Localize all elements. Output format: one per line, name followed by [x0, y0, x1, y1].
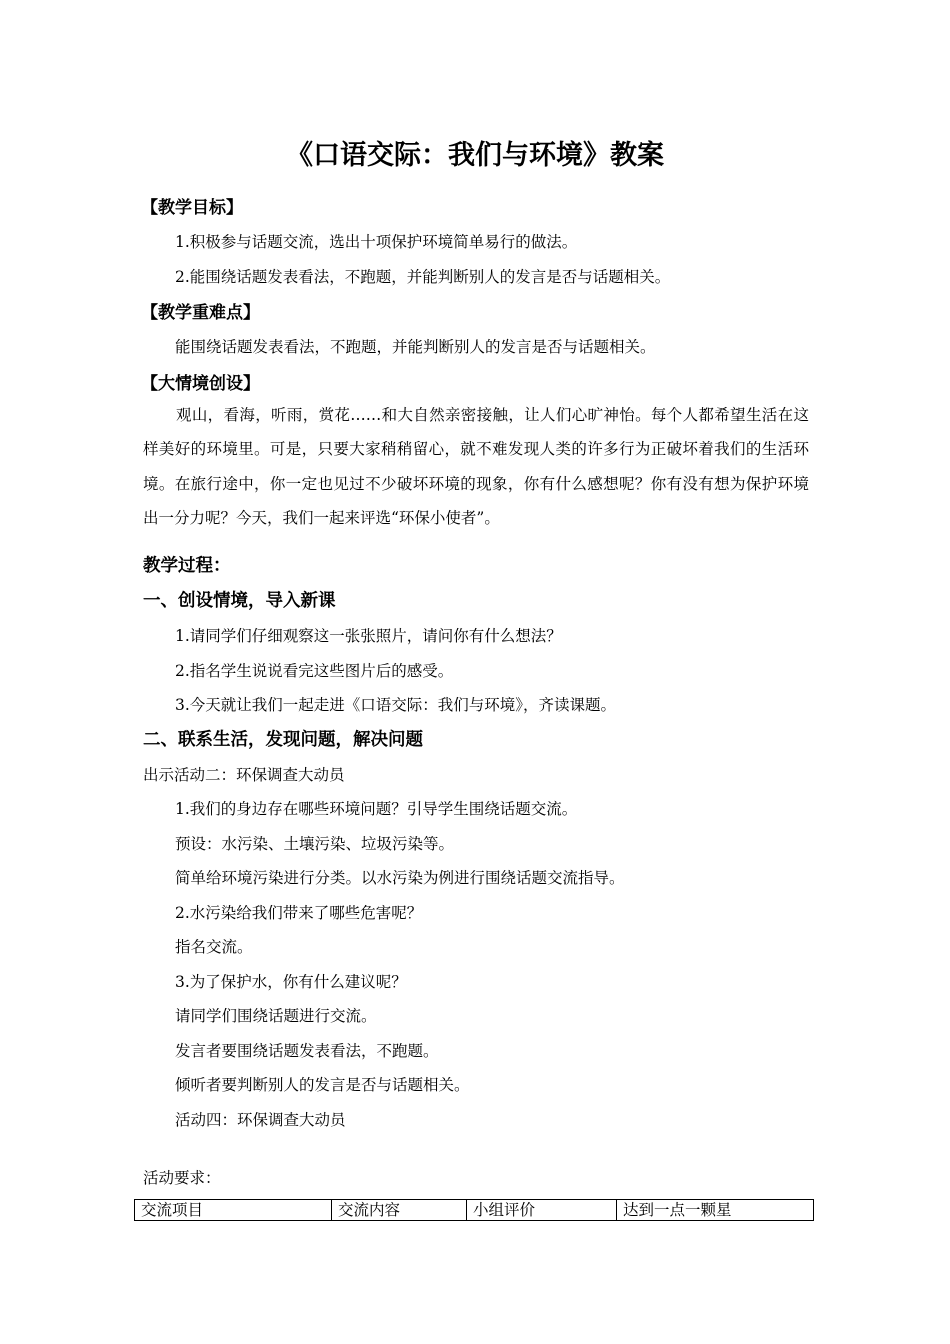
key-points-text: 能围绕话题发表看法，不跑题，并能判断别人的发言是否与话题相关。: [175, 338, 656, 356]
scenario-heading: 【大情境创设】: [141, 374, 260, 394]
section-2-item: 活动四：环保调查大动员: [175, 1111, 346, 1129]
section-2-item: 请同学们围绕话题进行交流。: [175, 1007, 377, 1025]
section-2-item: 指名交流。: [175, 938, 253, 956]
scenario-paragraph: 观山，看海，听雨，赏花……和大自然亲密接触，让人们心旷神怡。每个人都希望生活在这样美好的环境里。可是，只要大家稍稍留心，就不难发现人类的许多行为正破坏着我们的生活环境。在旅行途中，你一定也见过不少破坏环境的现象，你有什么感想呢？你有没有想为保护环境出一分力呢？今天，我们一起来评选“环保小使者”。: [143, 406, 809, 527]
activity-intro: 出示活动二：环保调查大动员: [143, 766, 345, 784]
section-2-item: 1.我们的身边存在哪些环境问题？引导学生围绕话题交流。: [175, 800, 578, 818]
document-title: 《口语交际：我们与环境》教案: [286, 140, 664, 171]
objectives-heading: 【教学目标】: [141, 198, 243, 218]
objective-item: 1.积极参与话题交流，选出十项保护环境简单易行的做法。: [175, 233, 578, 251]
section-2-item: 3.为了保护水，你有什么建议呢？: [175, 973, 407, 991]
objective-item: 2.能围绕话题发表看法，不跑题，并能判断别人的发言是否与话题相关。: [175, 268, 671, 286]
table-header-cell: 交流项目: [135, 1200, 332, 1221]
section-2-item: 发言者要围绕话题发表看法，不跑题。: [175, 1042, 439, 1060]
section-2-item: 倾听者要判断别人的发言是否与话题相关。: [175, 1076, 470, 1094]
section-1-item: 3.今天就让我们一起走进《口语交际：我们与环境》，齐读课题。: [175, 696, 617, 714]
table-header-row: [135, 1200, 814, 1221]
section-1-item: 1.请同学们仔细观察这一张张照片，请问你有什么想法？: [175, 627, 562, 645]
section-2-heading: 二、联系生活，发现问题，解决问题: [143, 730, 423, 750]
table-header-cell: 达到一点一颗星: [617, 1200, 814, 1221]
table-header-cell: 交流内容: [332, 1200, 467, 1221]
process-heading: 教学过程：: [143, 556, 231, 576]
key-points-heading: 【教学重难点】: [141, 303, 260, 323]
section-2-item: 预设：水污染、土壤污染、垃圾污染等。: [175, 835, 455, 853]
requirements-table: [134, 1199, 814, 1221]
requirements-label: 活动要求：: [143, 1169, 221, 1187]
section-2-item: 2.水污染给我们带来了哪些危害呢？: [175, 904, 423, 922]
section-1-heading: 一、创设情境，导入新课: [143, 591, 336, 611]
section-2-item: 简单给环境污染进行分类。以水污染为例进行围绕话题交流指导。: [175, 869, 625, 887]
table-header-cell: 小组评价: [467, 1200, 617, 1221]
section-1-item: 2.指名学生说说看完这些图片后的感受。: [175, 662, 454, 680]
